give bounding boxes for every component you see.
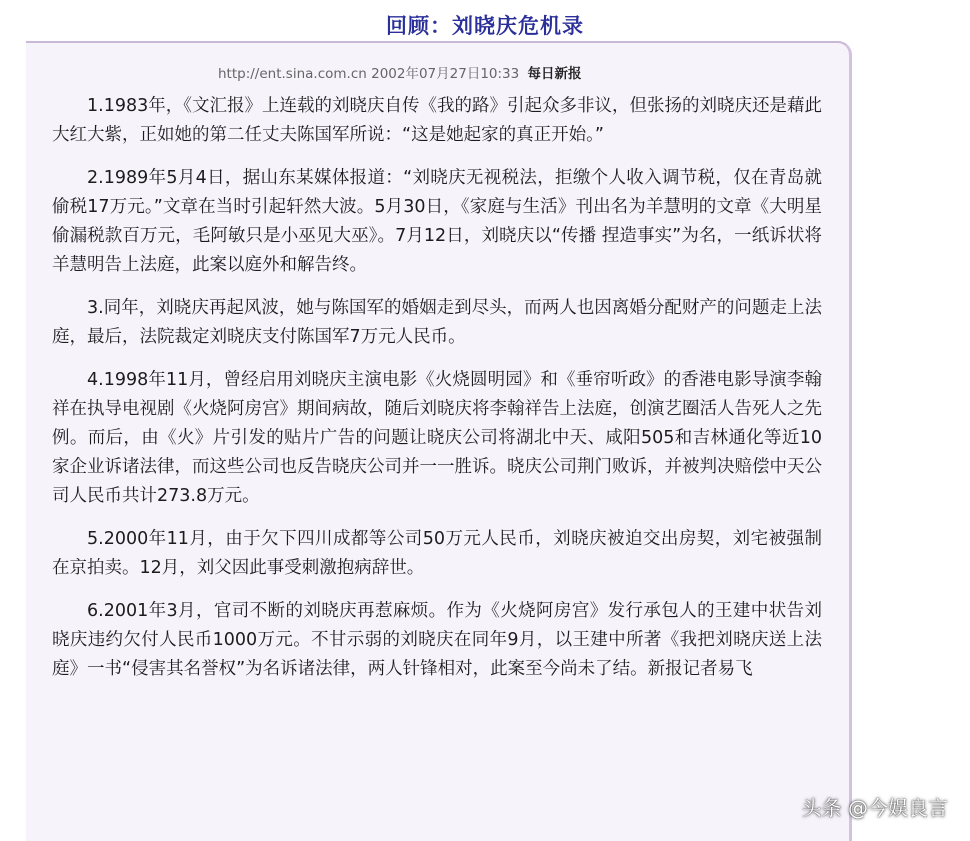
paragraph-3: 3.同年，刘晓庆再起风波，她与陈国军的婚姻走到尽头，而两人也因离婚分配财产的问题走上法庭，最后，法院裁定刘晓庆支付陈国军7万元人民币。	[52, 298, 822, 347]
paragraph-1: 1.1983年，《文汇报》上连载的刘晓庆自传《我的路》引起众多非议，但张扬的刘晓庆还是藉此大红大紫，正如她的第二任丈夫陈国军所说：“这是她起家的真正开始。”	[52, 96, 822, 145]
page-title: 回顾：刘晓庆危机录	[386, 14, 584, 38]
title-bar	[0, 0, 970, 40]
paragraph-2: 2.1989年5月4日，据山东某媒体报道：“刘晓庆无视税法，拒缴个人收入调节税，仅在青岛就偷税17万元。”文章在当时引起轩然大波。5月30日，《家庭与生活》刊出名为羊慧明的文章《大明星偷漏税款百万元，毛阿敏只是小巫见大巫》。7月12日，刘晓庆以“传播 捏造事实”为名，一纸诉状将羊慧明告上法庭，此案以庭外和解告终。	[52, 168, 822, 275]
paragraph-6: 6.2001年3月，官司不断的刘晓庆再惹麻烦。作为《火烧阿房宫》发行承包人的王建中状告刘晓庆违约欠付人民币1000万元。不甘示弱的刘晓庆在同年9月，以王建中所著《我把刘晓庆送上法庭》一书“侵害其名誉权”为名诉诸法律，两人针锋相对，此案至今尚未了结。新报记者易飞	[52, 601, 822, 679]
source-line	[218, 62, 582, 82]
source-url-date: http://ent.sina.com.cn 2002年07月27日10:33	[218, 66, 520, 82]
source-paper: 每日新报	[527, 66, 582, 82]
article-body	[52, 92, 822, 698]
paragraph-5: 5.2000年11月，由于欠下四川成都等公司50万元人民币，刘晓庆被迫交出房契，刘宅被强制在京拍卖。12月，刘父因此事受刺激抱病辞世。	[52, 529, 822, 578]
paragraph-4: 4.1998年11月，曾经启用刘晓庆主演电影《火烧圆明园》和《垂帘听政》的香港电影导演李翰祥在执导电视剧《火烧阿房宫》期间病故，随后刘晓庆将李翰祥告上法庭，创演艺圈活人告死人之先例。而后，由《火》片引发的贴片广告的问题让晓庆公司将湖北中天、咸阳505和吉林通化等近10家企业诉诸法律，而这些公司也反告晓庆公司并一一胜诉。晓庆公司荆门败诉，并被判决赔偿中天公司人民币共计273.8万元。	[52, 370, 822, 506]
watermark: 头条 @今娱良言	[801, 796, 948, 820]
